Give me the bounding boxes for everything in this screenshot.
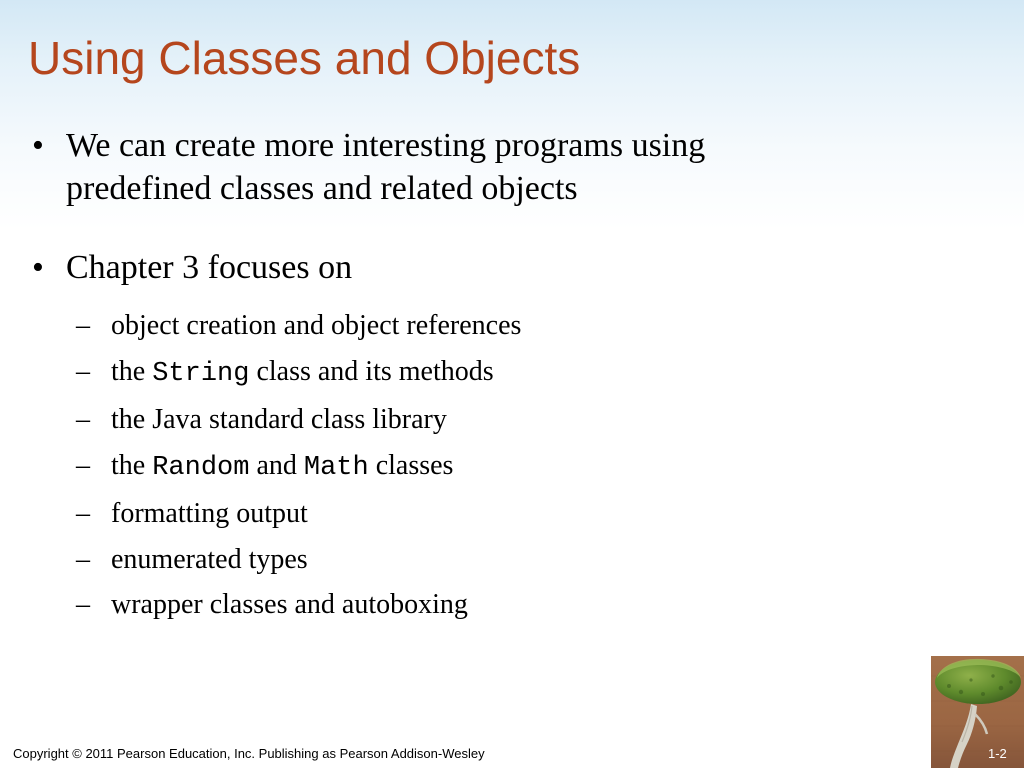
sub-item-text: and	[249, 449, 304, 481]
sub-bullet-marker: –	[76, 404, 90, 435]
sub-bullet-marker: –	[76, 310, 90, 341]
bullet-line: predefined classes and related objects	[66, 170, 578, 207]
topiary-tree-photo	[931, 656, 1024, 768]
bullet-marker: •	[32, 249, 44, 286]
slide-body	[0, 124, 900, 628]
sub-item-object-creation	[0, 303, 900, 349]
sub-bullet-marker: –	[76, 589, 90, 620]
bullet-marker: •	[32, 127, 44, 164]
sub-item-enumerated	[0, 537, 900, 583]
sub-item-java-library	[0, 397, 900, 443]
sub-item-text: the	[111, 449, 153, 481]
sub-bullet-marker: –	[76, 498, 90, 529]
code-text: String	[152, 358, 250, 389]
sub-bullet-marker: –	[76, 543, 90, 575]
bullet-line: Chapter 3 focuses on	[66, 249, 353, 286]
code-text: Random	[152, 452, 250, 483]
sub-bullet-marker: –	[76, 449, 90, 481]
sub-item-random-math	[0, 443, 900, 492]
sub-item-text: the Java standard class library	[111, 404, 447, 435]
sub-item-formatting	[0, 491, 900, 537]
bullet-item	[0, 124, 900, 210]
sub-item-text: formatting output	[111, 498, 308, 529]
sub-item-text: the	[111, 355, 153, 387]
sub-bullet-marker: –	[76, 355, 90, 387]
bullet-item	[0, 246, 900, 289]
sub-item-wrapper	[0, 582, 900, 628]
sub-bullet-list	[0, 303, 900, 628]
sub-item-text: wrapper classes and autoboxing	[111, 589, 468, 620]
tree-illustration	[931, 656, 1024, 768]
sub-item-text: class and its methods	[249, 355, 494, 387]
sub-item-string-class	[0, 349, 900, 398]
bullet-line: We can create more interesting programs using	[66, 127, 706, 164]
copyright-footer: Copyright © 2011 Pearson Education, Inc. Publishing as Pearson Addison-Wesley	[13, 746, 485, 761]
sub-item-text: enumerated types	[111, 543, 308, 575]
sub-item-text: classes	[368, 449, 454, 481]
sub-item-text: object creation and object references	[111, 310, 522, 341]
slide-title: Using Classes and Objects	[28, 32, 581, 84]
slide-number: 1-2	[988, 746, 1007, 761]
code-text: Math	[303, 452, 369, 483]
